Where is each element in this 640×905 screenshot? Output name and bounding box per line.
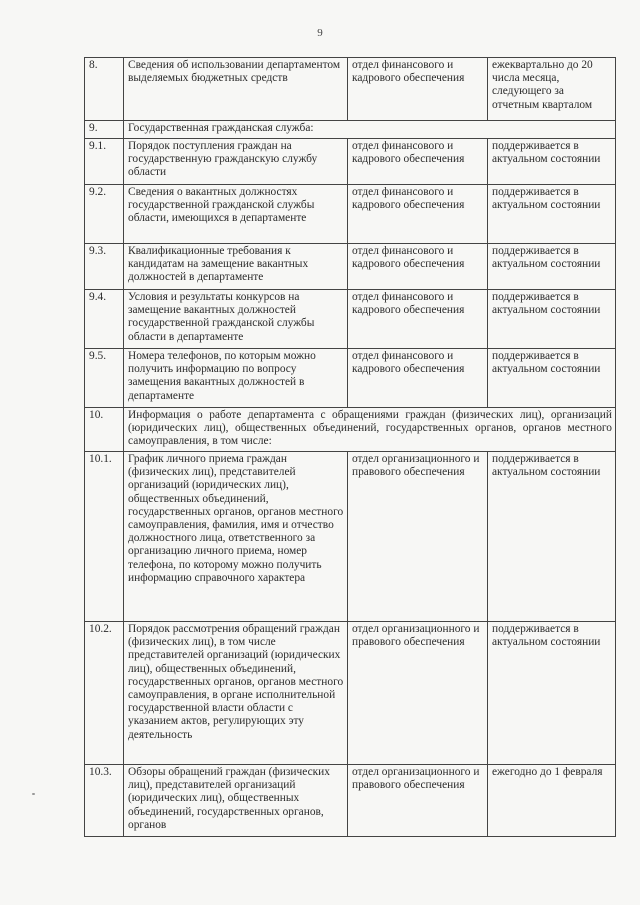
row-term: поддерживается в актуальном состоянии	[488, 622, 616, 765]
row-term: поддерживается в актуальном состоянии	[488, 244, 616, 290]
row-name: Порядок поступления граждан на государственную гражданскую службу области	[124, 139, 348, 185]
table-row	[85, 139, 616, 185]
table-row	[85, 185, 616, 244]
row-term: поддерживается в актуальном состоянии	[488, 139, 616, 185]
row-name: Номера телефонов, по которым можно получить информацию по вопросу замещения вакантных должностей в департаменте	[124, 349, 348, 408]
row-responsible: отдел финансового и кадрового обеспечения	[348, 244, 488, 290]
row-responsible: отдел финансового и кадрового обеспечения	[348, 185, 488, 244]
row-term: поддерживается в актуальном состоянии	[488, 452, 616, 622]
section-row	[85, 408, 616, 452]
table-row	[85, 349, 616, 408]
table-row	[85, 290, 616, 349]
scan-speck	[32, 793, 35, 795]
row-number: 8.	[85, 58, 124, 121]
row-number: 10.2.	[85, 622, 124, 765]
page-number: 9	[317, 27, 323, 39]
row-number: 10.3.	[85, 765, 124, 837]
row-responsible: отдел организационного и правового обеспечения	[348, 452, 488, 622]
row-responsible: отдел финансового и кадрового обеспечения	[348, 290, 488, 349]
table-row	[85, 58, 616, 121]
document-table	[84, 57, 616, 837]
row-responsible: отдел финансового и кадрового обеспечения	[348, 58, 488, 121]
row-name: Сведения об использовании департаментом выделяемых бюджетных средств	[124, 58, 348, 121]
row-term: ежеквартально до 20 числа месяца, следующего за отчетным кварталом	[488, 58, 616, 121]
row-term: поддерживается в актуальном состоянии	[488, 290, 616, 349]
row-term: поддерживается в актуальном состоянии	[488, 185, 616, 244]
row-number: 10.1.	[85, 452, 124, 622]
row-number: 10.	[85, 408, 124, 452]
row-responsible: отдел финансового и кадрового обеспечения	[348, 139, 488, 185]
section-title: Государственная гражданская служба:	[124, 121, 616, 139]
row-number: 9.1.	[85, 139, 124, 185]
row-number: 9.4.	[85, 290, 124, 349]
section-title: Информация о работе департамента с обращениями граждан (физических лиц), организаций (юридических лиц), общественных объединений, государственных органов, органов местного самоуправления, в том числе:	[124, 408, 616, 452]
row-responsible: отдел финансового и кадрового обеспечения	[348, 349, 488, 408]
table-row	[85, 244, 616, 290]
table-row	[85, 765, 616, 837]
row-number: 9.3.	[85, 244, 124, 290]
table-row	[85, 622, 616, 765]
row-term: поддерживается в актуальном состоянии	[488, 349, 616, 408]
table-row	[85, 452, 616, 622]
row-number: 9.5.	[85, 349, 124, 408]
row-responsible: отдел организационного и правового обеспечения	[348, 765, 488, 837]
row-term: ежегодно до 1 февраля	[488, 765, 616, 837]
row-responsible: отдел организационного и правового обеспечения	[348, 622, 488, 765]
row-name: Порядок рассмотрения обращений граждан (физических лиц), в том числе представителей организаций (юридических лиц), общественных объединений, государственных органов, органов местного самоуправления, в органе исполнительной государственной власти области с указанием актов, регулирующих эту деятельность	[124, 622, 348, 765]
section-row	[85, 121, 616, 139]
row-name: Условия и результаты конкурсов на замещение вакантных должностей государственной гражданской службы области в департаменте	[124, 290, 348, 349]
row-name: Обзоры обращений граждан (физических лиц), представителей организаций (юридических лиц), общественных объединений, государственных органов, органов	[124, 765, 348, 837]
row-number: 9.2.	[85, 185, 124, 244]
row-name: Сведения о вакантных должностях государственной гражданской службы области, имеющихся в департаменте	[124, 185, 348, 244]
row-name: График личного приема граждан (физических лиц), представителей организаций (юридических лиц), общественных объединений, государственных органов, органов местного самоуправления, фамилия, имя и отчество должностного лица, ответственного за организацию личного приема, номер телефона, по которому можно получить информацию справочного характера	[124, 452, 348, 622]
row-name: Квалификационные требования к кандидатам на замещение вакантных должностей в департаменте	[124, 244, 348, 290]
row-number: 9.	[85, 121, 124, 139]
